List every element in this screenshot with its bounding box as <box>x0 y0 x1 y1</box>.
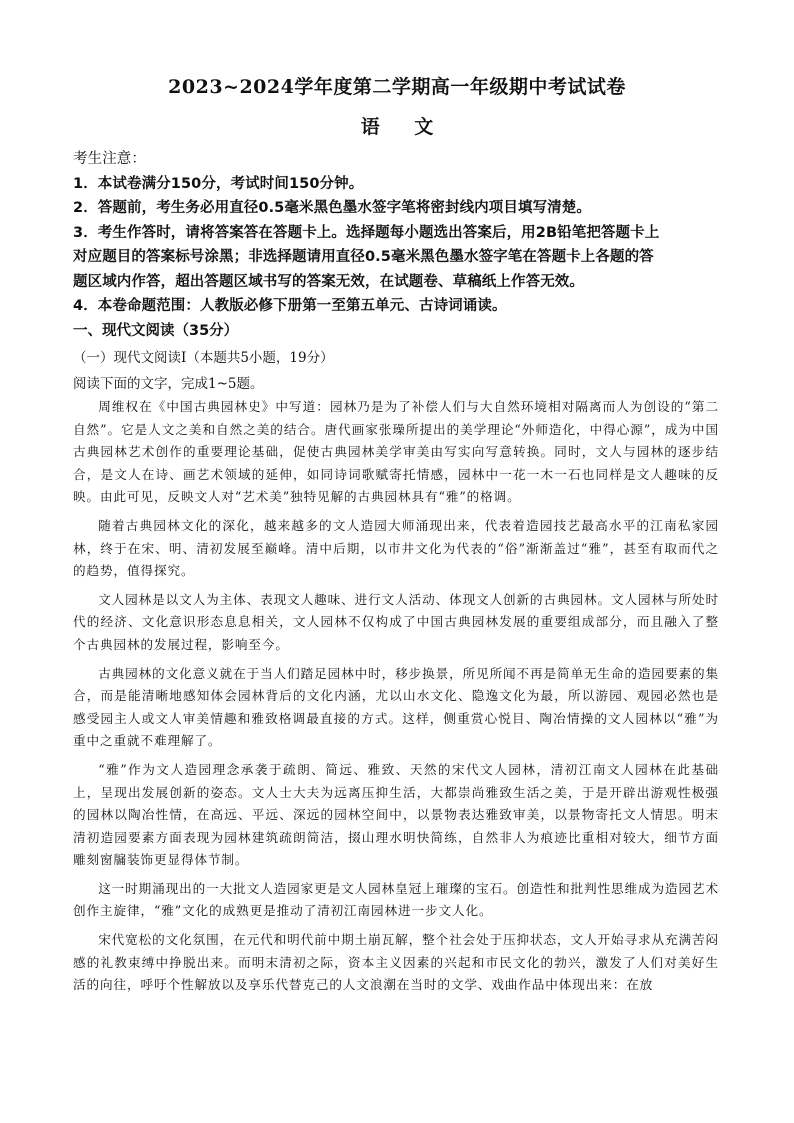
reading-passage <box>73 396 719 1003</box>
notice-heading: 考生注意： <box>73 151 146 167</box>
passage-paragraph: 文人园林是以文人为主体、表现文人趣味、进行文人活动、体现文人创新的古典园林。文人园林与所处时代的经济、文化意识形态息息相关，文人园林不仅构成了中国古典园林发展的重要组成部分，而且融入了整个古典园林的发展过程，影响至今。 <box>73 591 719 652</box>
passage-paragraph: 古典园林的文化意义就在于当人们踏足园林中时，移步换景，所见所闻不再是简单无生命的造园要素的集合，而是能清晰地感知体会园林背后的文化内涵，尤以山水文化、隐逸文化为最，所以游园、观园必然也是感受园主人或文人审美情趣和雅致格调最直接的方式。这样，侧重赏心悦目、陶冶情操的文人园林以“雅”为重中之重就不难理解了。 <box>73 665 719 749</box>
notice-item: 题区域内作答，超出答题区域书写的答案无效，在试题卷、草稿纸上作答无效。 <box>73 273 584 290</box>
candidate-notice <box>73 147 723 319</box>
passage-paragraph: 这一时期涌现出的一大批文人造园家更是文人园林皇冠上璀璨的宝石。创造性和批判性思维成为造园艺术创作主旋律，“雅”文化的成熟更是推动了清初江南园林进一步文人化。 <box>73 880 719 919</box>
passage-paragraph: 宋代宽松的文化氛围，在元代和明代前中期土崩瓦解，整个社会处于压抑状态，文人开始寻求从充满苦闷感的礼教束缚中挣脱出来。而明末清初之际，资本主义因素的兴起和市民文化的勃兴，激发了人们对美好生活的向往，呼吁个性解放以及享乐代替克己的人文浪潮在当时的文学、戏曲作品中体现出来：在放 <box>73 932 719 993</box>
reading-instruction: 阅读下面的文字，完成1~5题。 <box>73 376 264 392</box>
passage-paragraph: 随着古典园林文化的深化，越来越多的文人造园大师涌现出来，代表着造园技艺最高水平的江南私家园林，终于在宋、明、清初发展至巅峰。清中后期，以市井文化为代表的“俗”渐渐盖过“雅”，甚至有取而代之的趋势，值得探究。 <box>73 517 719 579</box>
notice-item: 4．本卷命题范围：人教版必修下册第一至第五单元、古诗词诵读。 <box>73 298 507 314</box>
section-title: 一、现代文阅读（35分） <box>73 323 239 339</box>
notice-item: 2．答题前，考生务必用直径0.5毫米黑色墨水签字笔将密封线内项目填写清楚。 <box>73 200 591 216</box>
subject-title: 语 文 <box>360 116 448 138</box>
notice-item: 3．考生作答时，请将答案答在答题卡上。选择题每小题选出答案后，用2B铅笔把答题卡上 <box>73 224 660 241</box>
subsection-title: （一）现代文阅读Ⅰ（本题共5小题，19分） <box>73 350 334 366</box>
exam-title: 2023~2024学年度第二学期高一年级期中考试试卷 <box>168 76 626 98</box>
passage-paragraph: “雅”作为文人造园理念承袭于疏朗、简远、雅致、天然的宋代文人园林，清初江南文人园林在此基础上，呈现出发展创新的姿态。文人士大夫为远离压抑生活，大都崇尚雅致生活之美，于是开辟出游观性极强的园林以陶冶性情，在高远、平远、深远的园林空间中，以景物表达雅致审美，以景物寄托文人情思。明末清初造园要素方面表现为园林建筑疏朗简洁，掇山理水明快简练，自然非人为痕迹比重相对较大，细节方面雕刻窗牖装饰更显得体节制。 <box>73 761 719 868</box>
notice-item: 对应题目的答案标号涂黑；非选择题请用直径0.5毫米黑色墨水签字笔在答题卡上各题的答 <box>73 249 654 265</box>
notice-item: 1．本试卷满分150分，考试时间150分钟。 <box>73 175 364 192</box>
passage-paragraph: 周维权在《中国古典园林史》中写道：园林乃是为了补偿人们与大自然环境相对隔离而人为创设的“第二自然”。它是人文之美和自然之美的结合。唐代画家张璪所提出的美学理论“外师造化，中得心源”，成为中国古典园林艺术创作的重要理论基础，促使古典园林美学审美由写实向写意转换。同时，文人与园林的逐步结合，是文人在诗、画艺术领域的延伸，如同诗词歌赋寄托情感，园林中一花一木一石也同样是文人趣味的反映。由此可见，反映文人对“艺术美”独特见解的古典园林具有“雅”的格调。 <box>73 399 719 505</box>
